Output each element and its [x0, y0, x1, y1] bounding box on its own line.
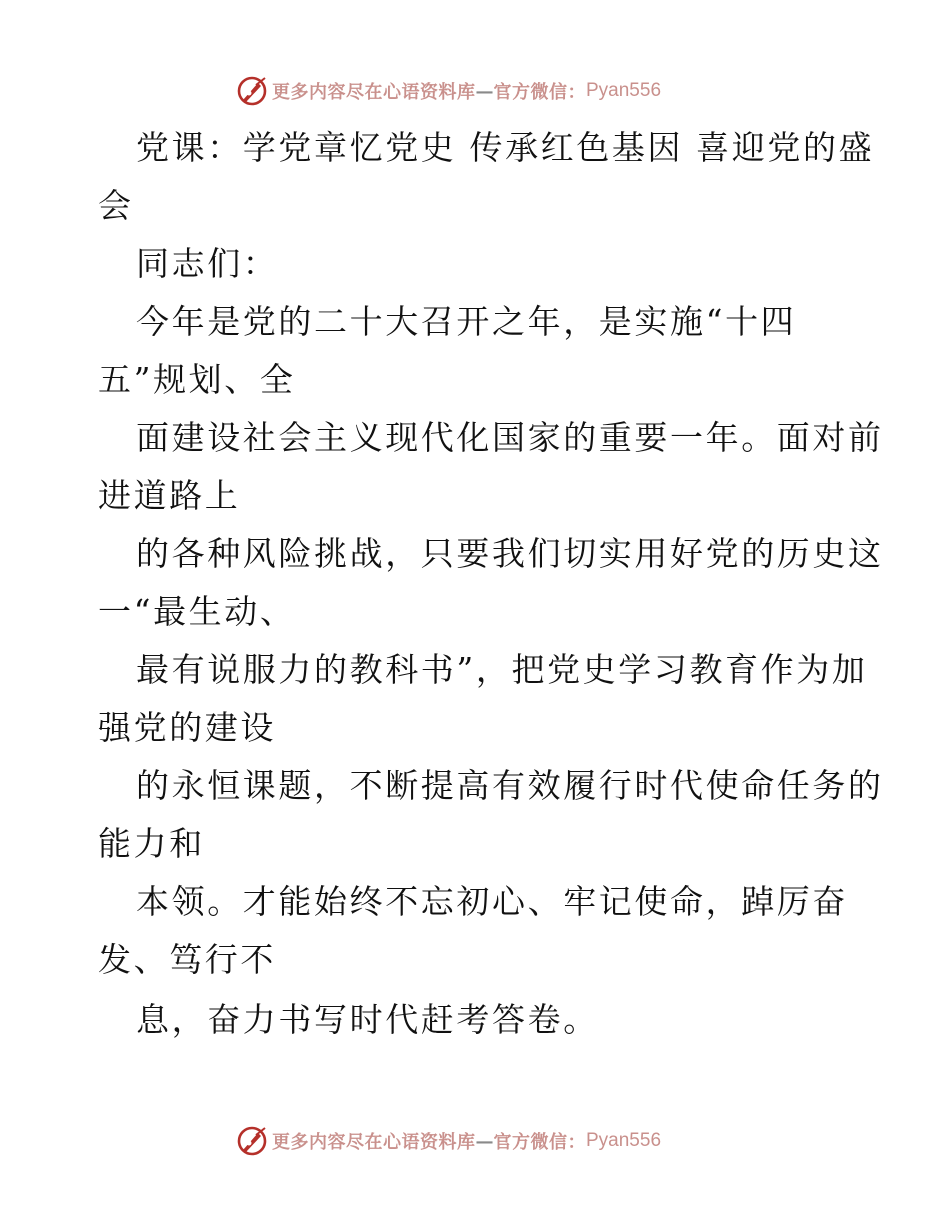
paragraph-line: 息，奋力书写时代赶考答卷。 — [136, 1000, 599, 1039]
paragraph-line: 的永恒课题，不断提高有效履行时代使命任务的 — [136, 766, 884, 805]
watermark-text: 更多内容尽在心语资料库 — [272, 82, 476, 103]
paragraph-line: 发、笃行不 — [98, 940, 276, 979]
paragraph-line: 今年是党的二十大召开之年，是实施“十四 — [136, 302, 797, 341]
watermark-wechat-id: Pyan556 — [586, 80, 662, 101]
paragraph-line: 的各种风险挑战，只要我们切实用好党的历史这 — [136, 534, 884, 573]
watermark-separator: — — [475, 1130, 494, 1152]
paragraph-line: 五”规划、全 — [98, 360, 296, 399]
paragraph-line: 强党的建设 — [98, 708, 276, 747]
quill-logo-icon — [236, 75, 268, 107]
watermark-wechat-id: Pyan556 — [586, 1130, 662, 1151]
paragraph-line: 最有说服力的教科书”，把党史学习教育作为加 — [136, 650, 868, 689]
salutation: 同志们： — [136, 244, 279, 283]
header-watermark — [236, 74, 661, 108]
footer-watermark — [236, 1124, 661, 1158]
watermark-label: 官方微信： — [493, 82, 586, 103]
paragraph-line: 本领。才能始终不忘初心、牢记使命，踔厉奋 — [136, 882, 848, 921]
document-title: 党课：学党章忆党史 传承红色基因 喜迎党的盛 — [136, 128, 875, 167]
quill-logo-icon — [236, 1125, 268, 1157]
paragraph-line: 一“最生动、 — [98, 592, 296, 631]
watermark-label: 官方微信： — [493, 1132, 586, 1153]
document-title-continued: 会 — [98, 186, 134, 225]
paragraph-line: 面建设社会主义现代化国家的重要一年。面对前 — [136, 418, 884, 457]
paragraph-line: 能力和 — [98, 824, 205, 863]
watermark-separator: — — [475, 80, 494, 102]
watermark-text: 更多内容尽在心语资料库 — [272, 1132, 476, 1153]
paragraph-line: 进道路上 — [98, 476, 241, 515]
